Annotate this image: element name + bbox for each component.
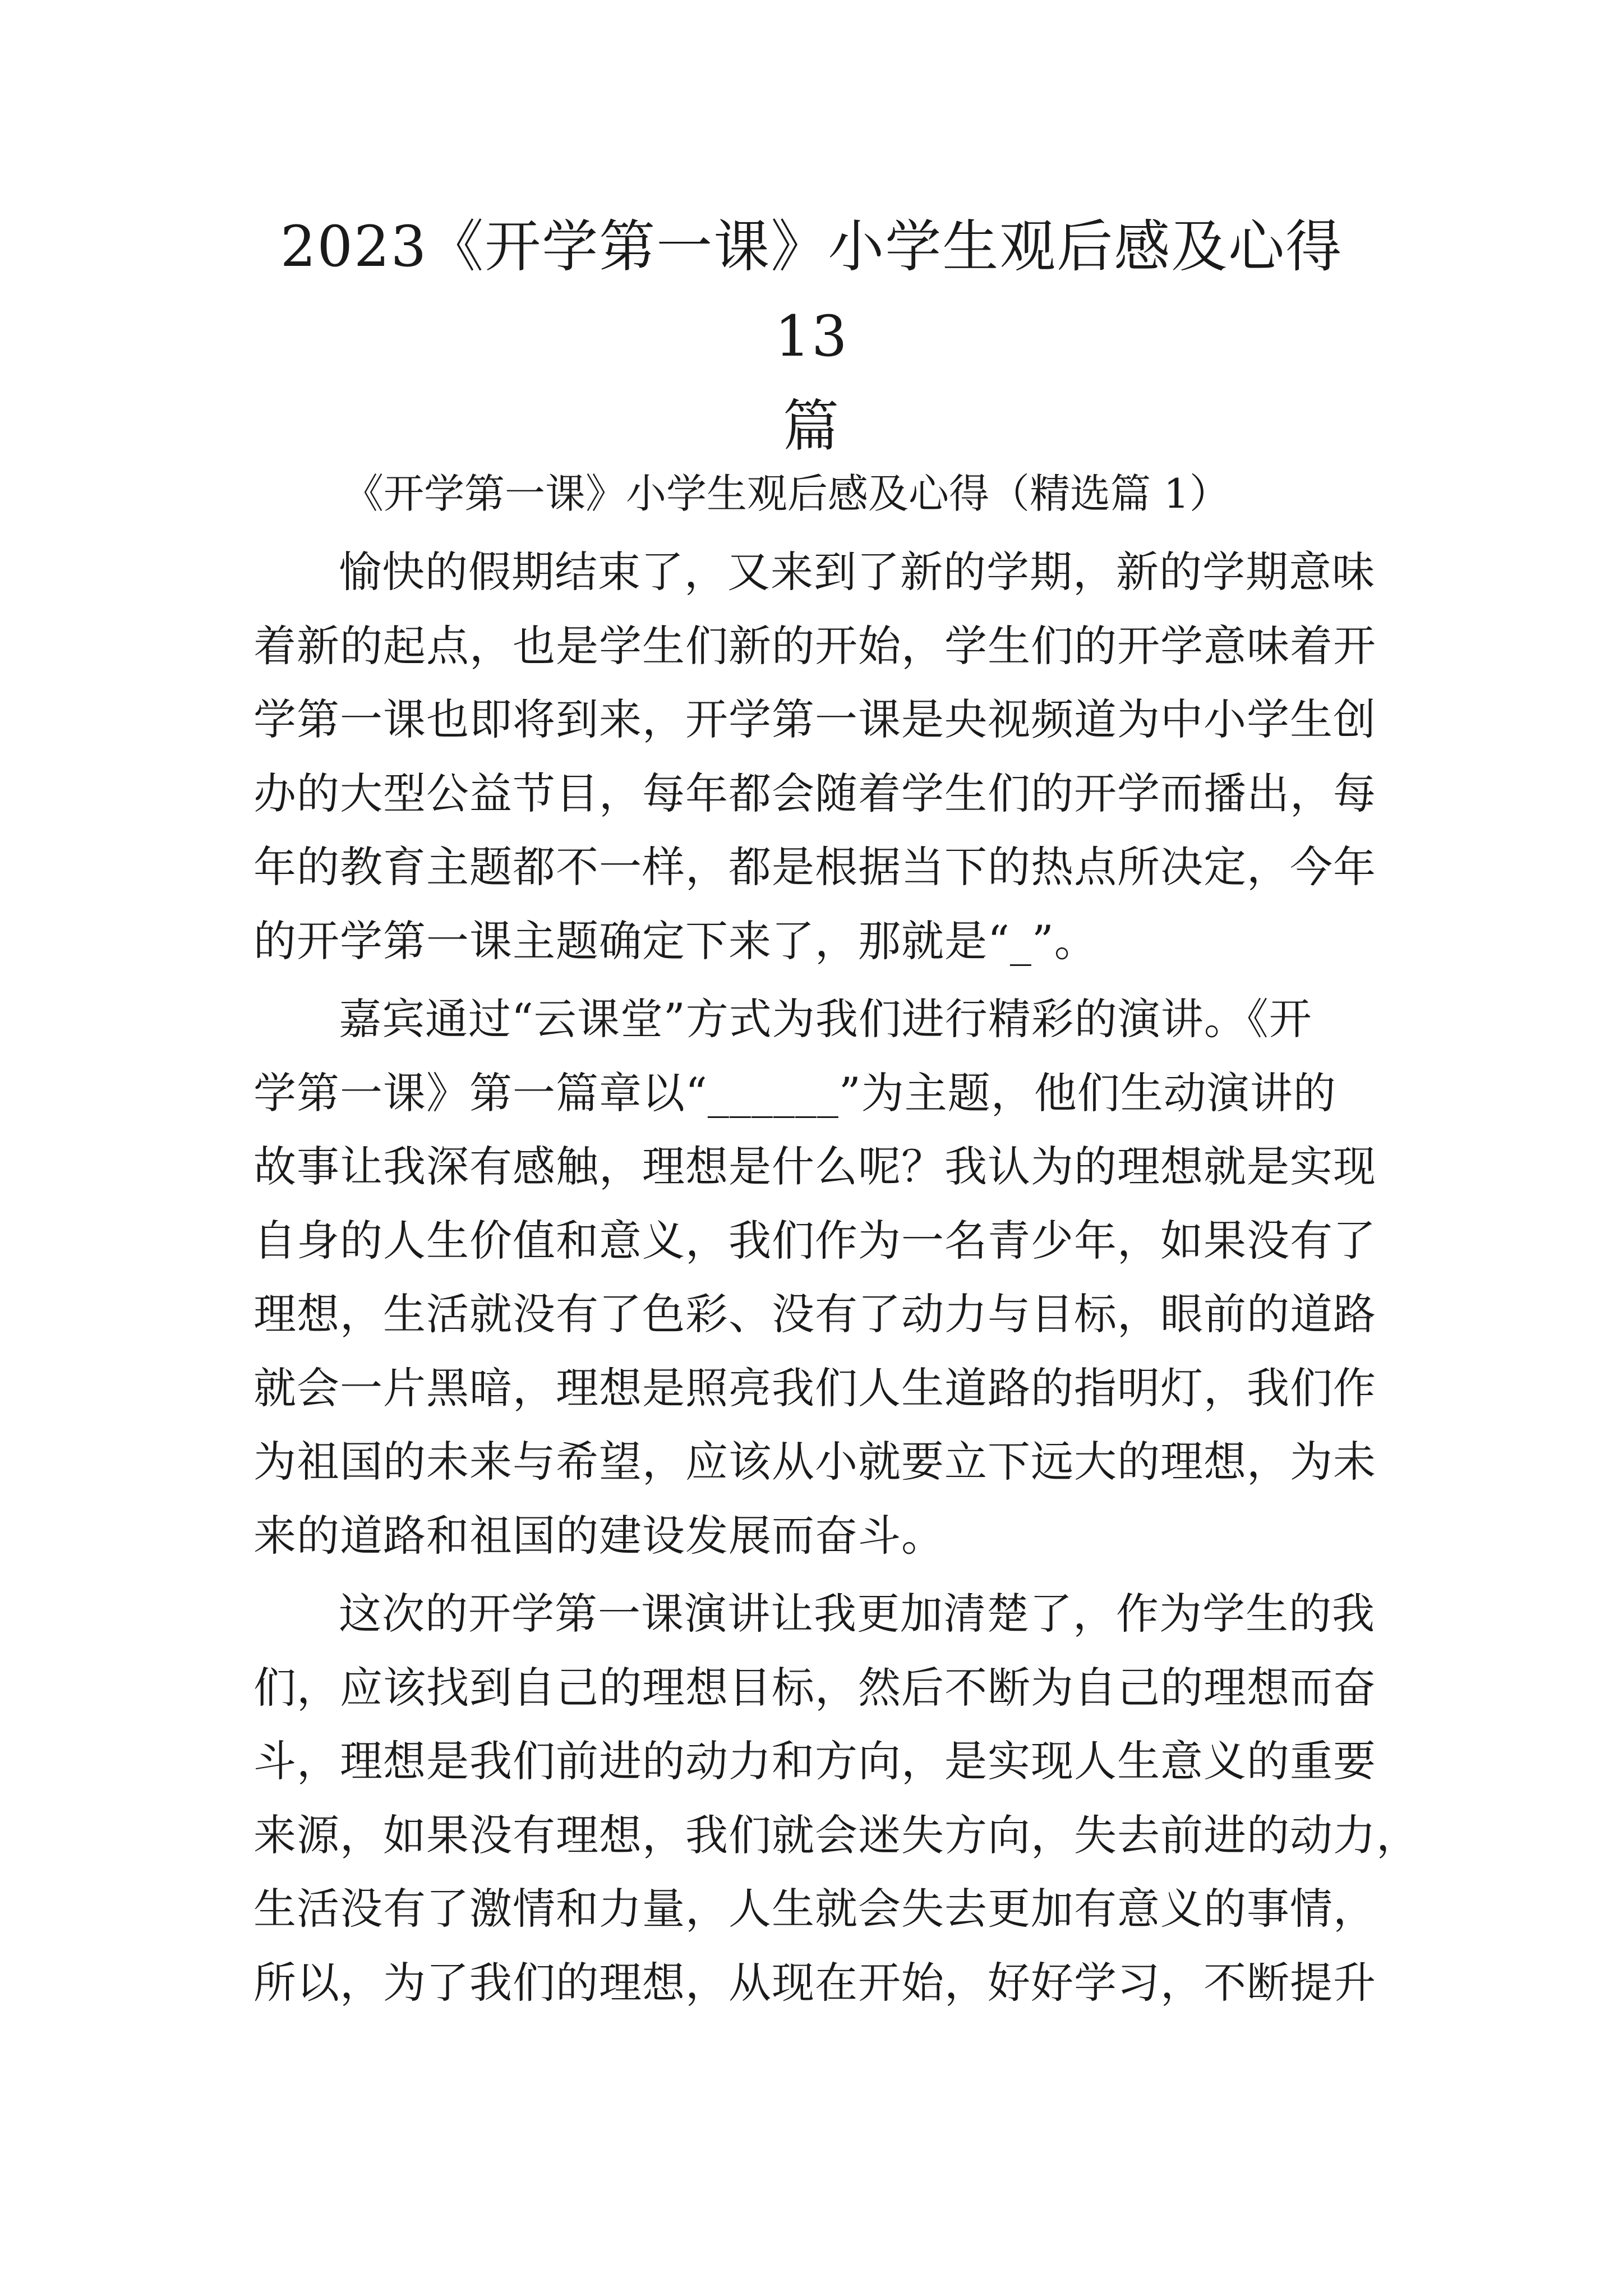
paragraph-line: 理想，生活就没有了色彩、没有了动力与目标，眼前的道路 [253, 1289, 1376, 1339]
paragraph-line: 这次的开学第一课演讲让我更加清楚了，作为学生的我 [339, 1589, 1375, 1639]
paragraph-line: 的开学第一课主题确定下来了，那就是“_”。 [253, 915, 1098, 966]
title-line: 2023《开学第一课》小学生观后感及心得 13 [280, 214, 1343, 369]
paragraph-line: 办的大型公益节目，每年都会随着学生们的开学而播出，每 [253, 768, 1376, 818]
paragraph-line: 来的道路和祖国的建设发展而奋斗。 [253, 1510, 944, 1561]
paragraph-line: 故事让我深有感触，理想是什么呢？我认为的理想就是实现 [253, 1142, 1376, 1191]
paragraph-line: 来源，如果没有理想，我们就会迷失方向，失去前进的动力， [253, 1810, 1419, 1860]
paragraph-1 [253, 535, 1392, 978]
paragraph-line: 着新的起点，也是学生们新的开始，学生们的开学意味着开 [253, 620, 1376, 671]
paragraph-line: 就会一片黑暗，理想是照亮我们人生道路的指明灯，我们作 [253, 1363, 1376, 1413]
paragraph-line: 为祖国的未来与希望，应该从小就要立下远大的理想，为未 [253, 1437, 1376, 1487]
paragraph-line: 嘉宾通过“云课堂”方式为我们进行精彩的演讲。《开 [339, 994, 1312, 1044]
paragraph-line: 学第一课》第一篇章以“______”为主题，他们生动演讲的 [253, 1068, 1336, 1118]
paragraph-line: 愉快的假期结束了，又来到了新的学期，新的学期意味 [339, 547, 1375, 597]
section-subheading: 《开学第一课》小学生观后感及心得（精选篇 1） [343, 470, 1230, 517]
paragraph-line: 们，应该找到自己的理想目标，然后不断为自己的理想而奋 [253, 1662, 1376, 1713]
paragraph-2 [253, 982, 1392, 1572]
document-body [253, 466, 1419, 2019]
paragraph-line: 所以，为了我们的理想，从现在开始，好好学习，不断提升 [253, 1957, 1376, 2008]
paragraph-line: 学第一课也即将到来，开学第一课是央视频道为中小学生创 [253, 694, 1376, 744]
document-title [236, 202, 1387, 471]
paragraph-line: 生活没有了激情和力量，人生就会失去更加有意义的事情， [253, 1884, 1376, 1934]
paragraph-3 [253, 1577, 1419, 2019]
title-line: 篇 [783, 393, 840, 459]
paragraph-line: 斗，理想是我们前进的动力和方向，是实现人生意义的重要 [253, 1736, 1376, 1786]
paragraph-line: 自身的人生价值和意义，我们作为一名青少年，如果没有了 [253, 1215, 1376, 1266]
paragraph-line: 年的教育主题都不一样，都是根据当下的热点所决定，今年 [253, 842, 1376, 892]
